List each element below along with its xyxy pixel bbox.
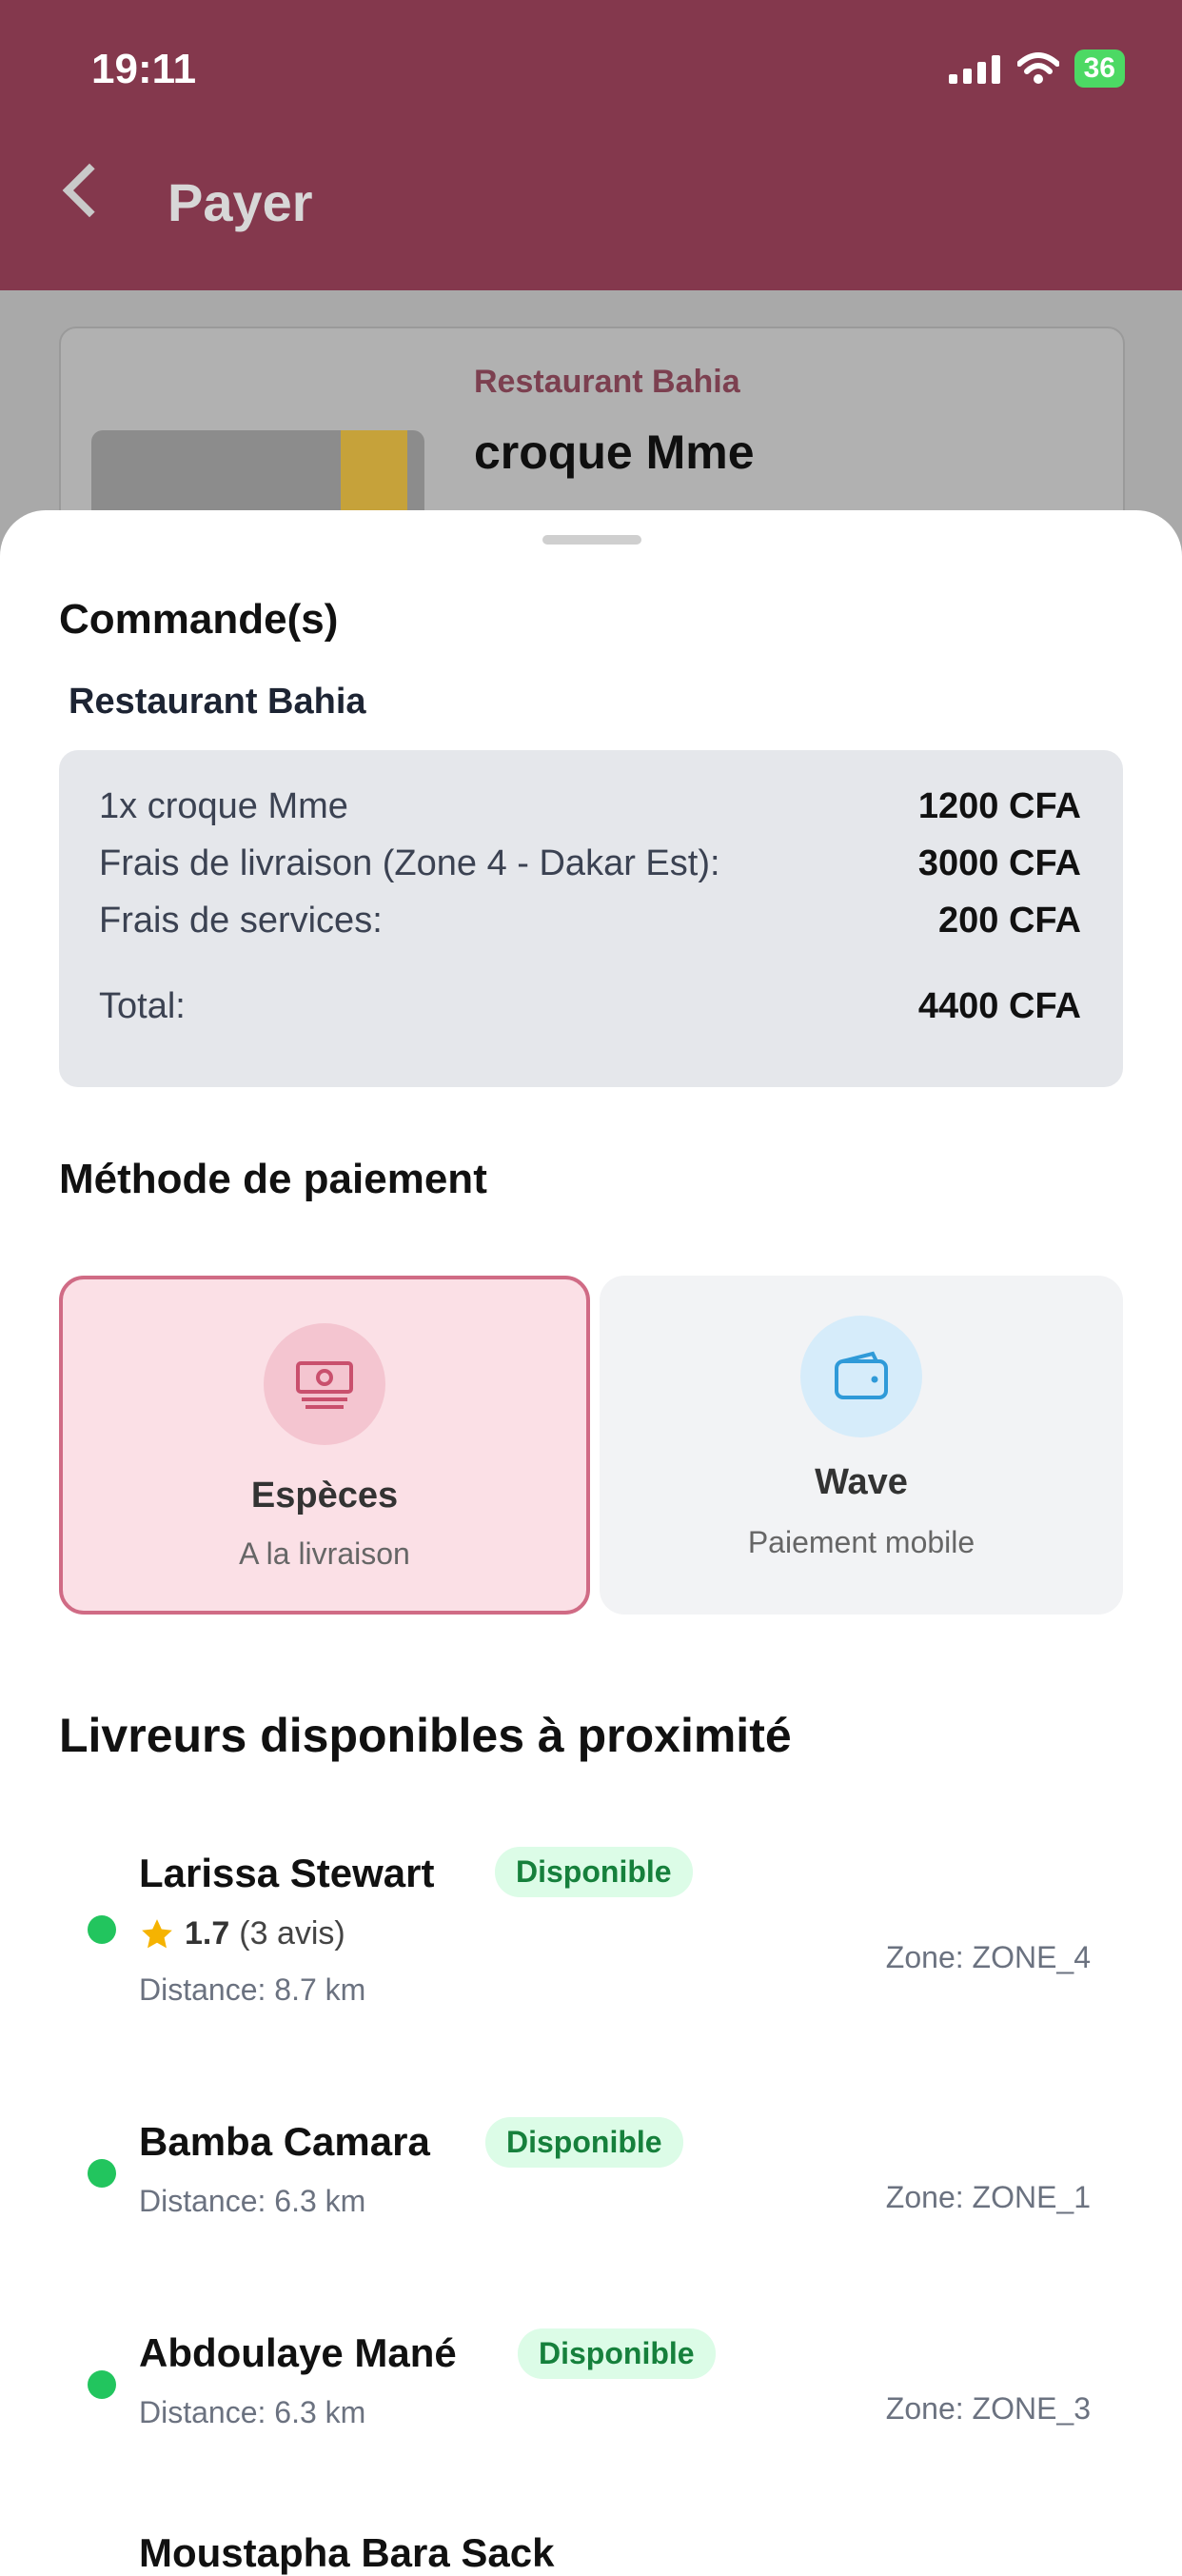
line-amount: 200 CFA: [938, 901, 1081, 941]
wallet-icon: [800, 1316, 922, 1437]
summary-line: [99, 901, 1081, 941]
status-badge: Disponible: [495, 1847, 693, 1897]
line-label: Frais de livraison (Zone 4 - Dakar Est):: [99, 843, 720, 883]
signal-icon: [949, 53, 1002, 84]
background-dish-name: croque Mme: [474, 426, 755, 479]
order-summary: [59, 750, 1123, 1087]
orders-heading: Commande(s): [59, 596, 339, 643]
background-restaurant-name: Restaurant Bahia: [474, 364, 740, 400]
line-amount: 1200 CFA: [917, 786, 1081, 826]
payment-option-subtitle: Paiement mobile: [747, 1525, 975, 1559]
driver-zone: Zone: ZONE_1: [885, 2180, 1091, 2214]
payment-option-wave[interactable]: [600, 1276, 1123, 1615]
line-label: 1x croque Mme: [99, 786, 348, 826]
order-restaurant-name: Restaurant Bahia: [69, 682, 366, 722]
payment-option-subtitle: A la livraison: [239, 1536, 410, 1571]
status-badge: Disponible: [518, 2328, 716, 2379]
battery-icon: 36: [1074, 50, 1125, 88]
total-label: Total:: [99, 986, 186, 1026]
driver-distance: Distance: 6.3 km: [139, 2395, 366, 2429]
total-amount: 4400 CFA: [917, 986, 1081, 1026]
payment-option-cash[interactable]: [59, 1276, 590, 1615]
status-badge: Disponible: [485, 2117, 683, 2168]
driver-distance: Distance: 6.3 km: [139, 2184, 366, 2218]
availability-dot: [88, 2159, 116, 2188]
status-time: 19:11: [91, 46, 197, 92]
driver-name: Abdoulaye Mané: [139, 2330, 457, 2375]
driver-name: Larissa Stewart: [139, 1851, 435, 1895]
sheet-drag-handle[interactable]: [542, 535, 641, 545]
driver-zone: Zone: ZONE_3: [885, 2391, 1091, 2426]
driver-zone: Zone: ZONE_4: [885, 1940, 1091, 1974]
driver-rating: [139, 1915, 345, 1952]
payment-heading: Méthode de paiement: [59, 1156, 487, 1202]
driver-distance: Distance: 8.7 km: [139, 1972, 366, 2007]
review-count: (3 avis): [239, 1915, 345, 1952]
payment-option-title: Espèces: [250, 1476, 399, 1516]
drivers-heading: Livreurs disponibles à proximité: [59, 1709, 792, 1762]
driver-name-partial[interactable]: Moustapha Bara Sack: [139, 2530, 555, 2575]
wifi-icon: [1017, 52, 1059, 85]
cash-icon: [264, 1323, 385, 1445]
summary-line: [99, 843, 1081, 884]
app-header: [0, 0, 1182, 290]
page-title: Payer: [167, 172, 313, 232]
line-amount: 3000 CFA: [917, 843, 1081, 883]
availability-dot: [88, 1915, 116, 1944]
back-button[interactable]: [63, 164, 117, 218]
driver-name: Bamba Camara: [139, 2119, 430, 2164]
star-icon: [139, 1916, 175, 1952]
status-icons: [949, 50, 1125, 88]
rating-value: 1.7: [185, 1915, 230, 1952]
line-label: Frais de services:: [99, 901, 383, 941]
availability-dot: [88, 2370, 116, 2399]
summary-total: [99, 986, 1081, 1027]
summary-line: [99, 786, 1081, 827]
payment-option-title: Wave: [815, 1462, 908, 1502]
